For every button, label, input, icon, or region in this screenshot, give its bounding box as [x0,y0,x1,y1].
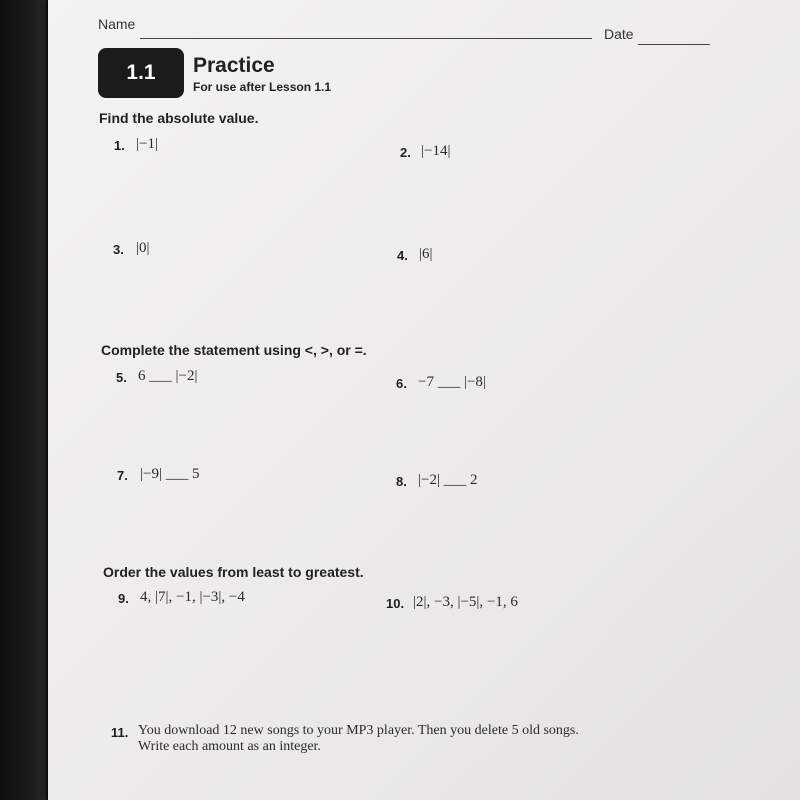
page-subtitle: For use after Lesson 1.1 [193,80,332,94]
problem-expression: |2|, −3, |−5|, −1, 6 [413,594,518,610]
problem-number: 4. [397,248,408,263]
page-title: Practice [193,54,275,77]
problem-expression: |−1| [136,136,158,152]
section-instruction: Find the absolute value. [99,110,259,126]
problem-number: 7. [117,468,128,483]
problem-number: 8. [396,474,407,489]
problem-expression: |−14| [421,143,451,159]
problem-expression: |0| [136,240,150,256]
problem-number: 10. [386,596,405,611]
problem-expression: |6| [419,246,433,262]
problem-number: 2. [400,145,411,160]
word-problem-text: You download 12 new songs to your MP3 player. Then you delete 5 old songs. Write each amount as an integer. [138,723,579,754]
problem-expression: |−9| ___ 5 [140,466,200,482]
name-field[interactable] [140,38,592,39]
problem-number: 6. [396,376,407,391]
lesson-badge [98,48,184,98]
section-instruction: Complete the statement using <, >, or =. [101,342,367,358]
date-field[interactable] [638,44,710,45]
problem-number: 9. [118,591,129,606]
problem-number: 11. [111,725,129,740]
problem-expression: |−2| ___ 2 [418,472,478,488]
problem-expression: 4, |7|, −1, |−3|, −4 [140,589,245,605]
problem-number: 5. [116,370,127,385]
problem-number: 3. [113,242,124,257]
problem-expression: −7 ___ |−8| [418,374,486,390]
problem-number: 1. [114,138,125,153]
section-instruction: Order the values from least to greatest. [103,564,364,580]
lesson-number: 1.1 [126,61,156,84]
date-label: Date [604,26,634,42]
binder-edge [0,0,46,800]
problem-expression: 6 ___ |−2| [138,368,198,384]
name-label: Name [98,16,136,32]
